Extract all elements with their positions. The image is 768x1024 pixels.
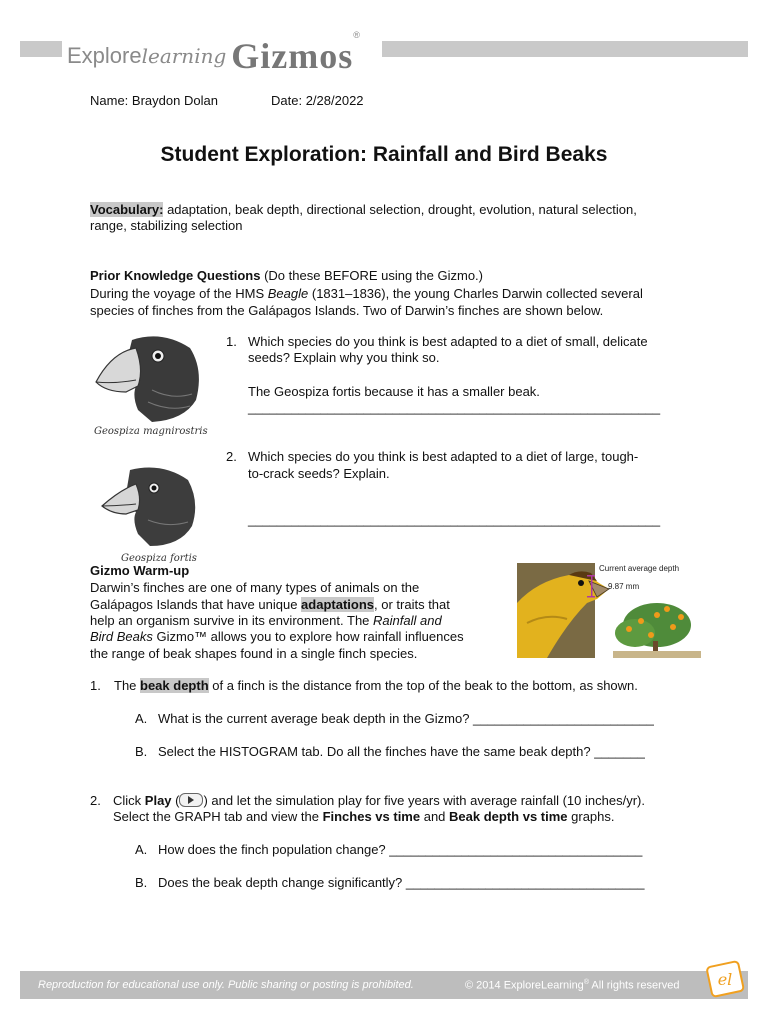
name-field: Name: Braydon Dolan [90, 93, 218, 108]
page-title: Student Exploration: Rainfall and Bird Beaks [160, 143, 608, 166]
adaptations-highlight: adaptations [301, 597, 375, 612]
name-value: Braydon Dolan [131, 93, 218, 108]
prior-q1-line-1: Which species do you think is best adapted to a diet of small, delicate [248, 334, 648, 349]
prior-q2-line-1: Which species do you think is best adapted to a diet of large, tough- [248, 449, 639, 464]
q1b-label: B. [135, 744, 148, 759]
q2a-text[interactable]: How does the finch population change? ___________________________________ [158, 842, 643, 857]
explorelearning-logo-icon [705, 958, 745, 998]
geospiza-magnirostris-image [92, 330, 204, 424]
prior-q2-number: 2. [226, 449, 237, 464]
prior-q1-answer[interactable]: The Geospiza fortis because it has a smaller beak. [248, 384, 540, 399]
bird-2-caption: Geospiza fortis [121, 553, 197, 564]
vocabulary-line-2: range, stabilizing selection [90, 218, 243, 233]
q2-line-2: Select the GRAPH tab and view the Finches vs time and Beak depth vs time graphs. [113, 809, 615, 824]
q1-number: 1. [90, 678, 101, 693]
q1b-text[interactable]: Select the HISTOGRAM tab. Do all the finches have the same beak depth? _______ [158, 744, 645, 759]
vocabulary-line-1: Vocabulary: adaptation, beak depth, directional selection, drought, evolution, natural selection, [90, 202, 637, 217]
gizmo-finch-image [517, 563, 701, 658]
header-bar-left [20, 41, 62, 57]
footer-copyright: © 2014 ExploreLearning® All rights reserved [465, 979, 680, 992]
geospiza-fortis-image [96, 462, 200, 548]
play-icon [179, 793, 203, 807]
prior-q2-blank[interactable]: _________________________________________________________ [248, 512, 661, 527]
q2a-label: A. [135, 842, 148, 857]
date-field: Date: 2/28/2022 [271, 93, 364, 108]
explorelearning-gizmos-logo: Explorelearning Gizmos® [67, 30, 360, 76]
prior-knowledge-heading: Prior Knowledge Questions (Do these BEFORE using the Gizmo.) [90, 268, 483, 283]
warmup-line-4: Bird Beaks Gizmo™ allows you to explore how rainfall influences [90, 629, 464, 644]
current-average-depth-value: 9.87 mm [608, 582, 640, 591]
bird-1-caption: Geospiza magnirostris [94, 426, 208, 437]
warmup-line-3: help an organism survive in its environment. The Rainfall and [90, 613, 442, 628]
q2b-label: B. [135, 875, 148, 890]
current-average-depth-label: Current average depth [599, 564, 680, 573]
footer-disclaimer: Reproduction for educational use only. Public sharing or posting is prohibited. [38, 979, 414, 991]
warmup-line-2: Galápagos Islands that have unique adaptations, or traits that [90, 597, 450, 612]
beak-depth-highlight: beak depth [140, 678, 209, 693]
prior-q2-line-2: to-crack seeds? Explain. [248, 466, 390, 481]
prior-q1-line-2: seeds? Explain why you think so. [248, 350, 440, 365]
gizmo-finch-illustration [517, 563, 701, 658]
warmup-line-1: Darwin’s finches are one of many types of animals on the [90, 580, 420, 595]
prior-q1-number: 1. [226, 334, 237, 349]
header-bar-right [382, 41, 748, 57]
q1a-text[interactable]: What is the current average beak depth in the Gizmo? _________________________ [158, 711, 654, 726]
q2b-text[interactable]: Does the beak depth change significantly? _________________________________ [158, 875, 645, 890]
prior-q1-blank[interactable]: _________________________________________________________ [248, 400, 661, 415]
q1a-label: A. [135, 711, 148, 726]
q2-number: 2. [90, 793, 101, 808]
q2-line-1: Click Play ( ) and let the simulation play for five years with average rainfall (10 inches/yr). [113, 793, 645, 808]
prior-paragraph-line-2: species of finches from the Galápagos Islands. Two of Darwin’s finches are shown below. [90, 303, 604, 318]
q1-text: The beak depth of a finch is the distance from the top of the beak to the bottom, as shown. [114, 678, 638, 693]
warmup-heading: Gizmo Warm-up [90, 563, 190, 578]
vocabulary-label: Vocabulary: [90, 202, 164, 217]
prior-paragraph-line-1: During the voyage of the HMS Beagle (1831–1836), the young Charles Darwin collected several [90, 286, 643, 301]
date-value: 2/28/2022 [305, 93, 364, 108]
svg-text:el: el [717, 970, 733, 989]
warmup-line-5: the range of beak shapes found in a single finch species. [90, 646, 418, 661]
